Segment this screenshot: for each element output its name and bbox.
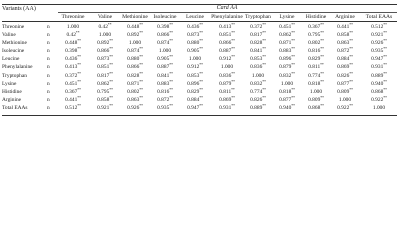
table-cell: 0.413** (65, 63, 81, 71)
table-row (2, 39, 397, 47)
table-cell: 0.436** (65, 55, 81, 63)
row-label: Methionine (2, 40, 27, 47)
table-cell: 0.774** (308, 71, 324, 79)
table-row (2, 47, 397, 55)
table-cell: 0.862** (97, 79, 113, 87)
table-cell: 0.922** (371, 95, 387, 103)
table-cell: 0.935** (371, 47, 387, 55)
table-cell: 0.451** (65, 79, 81, 87)
row-label: Lysine (2, 80, 17, 87)
table-cell: 0.872** (337, 47, 353, 55)
table-cell: 0.841** (250, 47, 266, 55)
table-cell: 0.922** (337, 103, 353, 111)
table-cell: 0.866** (219, 39, 235, 47)
row-label: Phenylalanine (2, 64, 33, 71)
table-row (2, 88, 397, 96)
table-cell: 0.940** (279, 103, 295, 111)
table-row (2, 80, 397, 88)
table-cell: 0.873** (187, 31, 203, 39)
group-title: Card AA (216, 5, 238, 11)
table-cell: 0.866** (127, 63, 143, 71)
table-cell: 0.912** (219, 55, 235, 63)
table-cell: 1.000 (66, 24, 80, 30)
table-cell: 0.896** (187, 79, 203, 87)
table-cell: 0.367** (65, 87, 81, 95)
table-row (2, 72, 397, 80)
table-cell: 1.000 (251, 72, 265, 79)
table-cell: 0.887** (157, 63, 173, 71)
table-cell: 0.905** (187, 47, 203, 55)
group-underline (58, 12, 397, 13)
table-cell: 0.826** (337, 71, 353, 79)
table-cell: 0.884** (187, 95, 203, 103)
column-header: Valine (97, 14, 113, 20)
table-cell: 1.000 (158, 48, 172, 55)
header-rule (2, 21, 397, 22)
table-cell: 0.892** (97, 39, 113, 47)
table-row (2, 63, 397, 71)
table-cell: 0.851** (219, 31, 235, 39)
table-cell: 0.871** (279, 39, 295, 47)
row-n: n (47, 96, 50, 103)
table-cell: 0.802** (127, 87, 143, 95)
table-row (2, 23, 397, 31)
table-cell: 0.869** (337, 63, 353, 71)
table-cell: 0.836** (219, 71, 235, 79)
row-label: Valine (2, 32, 16, 39)
table-cell: 0.940** (371, 79, 387, 87)
table-cell: 0.853** (250, 55, 266, 63)
table-cell: 1.000 (280, 80, 294, 87)
table-cell: 0.451** (279, 23, 295, 30)
table-cell: 0.926** (127, 103, 143, 111)
table-cell: 0.816** (157, 87, 173, 95)
column-header: Threonine (61, 14, 85, 20)
table-cell: 0.866** (97, 47, 113, 55)
table-cell: 0.921** (371, 31, 387, 39)
table-cell: 0.42** (66, 31, 80, 39)
table-cell: 1.000 (220, 64, 234, 71)
table-cell: 0.826** (250, 95, 266, 103)
table-cell: 0.413** (219, 23, 235, 30)
table-cell: 0.874** (157, 39, 173, 47)
row-label: Total EAAs (2, 104, 28, 111)
table-cell: 0.868** (371, 87, 387, 95)
row-n: n (47, 72, 50, 79)
table-cell: 0.866** (157, 31, 173, 39)
table-cell: 0.858** (97, 95, 113, 103)
table-row (2, 31, 397, 39)
table-cell: 0.873** (97, 55, 113, 63)
table-row (2, 55, 397, 63)
table-cell: 0.795** (97, 87, 113, 95)
table-cell: 0.947** (371, 55, 387, 63)
row-label: Arginine (2, 96, 22, 103)
table-row (2, 104, 397, 112)
table-cell: 0.817** (97, 71, 113, 79)
table-cell: 0.871** (127, 79, 143, 87)
table-body (2, 23, 397, 112)
table-cell: 0.883** (279, 47, 295, 55)
table-cell: 0.832** (279, 71, 295, 79)
row-label: Isoleucine (2, 48, 25, 55)
row-label: Leucine (2, 56, 20, 63)
column-header: Histidine (305, 14, 327, 20)
table-cell: 0.926** (371, 39, 387, 47)
table-cell: 0.809** (337, 87, 353, 95)
table-cell: 0.884** (337, 55, 353, 63)
table-cell: 0.877** (337, 79, 353, 87)
table-cell: 1.000 (372, 104, 386, 111)
column-header: Lysine (279, 14, 295, 20)
table-cell: 0.828** (250, 39, 266, 47)
table-cell: 0.879** (219, 79, 235, 87)
table-cell: 0.828** (127, 71, 143, 79)
table-cell: 0.887** (219, 47, 235, 55)
column-header: Methionine (122, 14, 148, 20)
table-cell: 0.436** (187, 23, 203, 30)
table-cell: 1.000 (98, 32, 112, 39)
row-n: n (47, 64, 50, 71)
column-header: Tryptophan (245, 14, 271, 20)
table-cell: 0.863** (127, 95, 143, 103)
table-cell: 0.874** (127, 47, 143, 55)
table-cell: 0.816** (308, 47, 324, 55)
table-cell: 0.880** (127, 55, 143, 63)
table-cell: 0.947** (187, 103, 203, 111)
table-cell: 0.818** (279, 87, 295, 95)
table-cell: 0.858** (337, 31, 353, 39)
table-cell: 0.892** (127, 31, 143, 39)
table-cell: 0.441** (337, 23, 353, 30)
table-cell: 0.832** (250, 79, 266, 87)
row-n: n (47, 40, 50, 47)
table-cell: 0.877** (279, 95, 295, 103)
table-cell: 1.000 (338, 96, 352, 103)
table-cell: 0.931** (219, 103, 235, 111)
table-cell: 0.441** (65, 95, 81, 103)
table-cell: 0.811** (308, 63, 324, 71)
table-cell: 0.811** (219, 87, 235, 95)
table-cell: 0.851** (97, 63, 113, 71)
table-cell: 0.802** (308, 39, 324, 47)
table-cell: 0.868** (308, 103, 324, 111)
row-n: n (47, 32, 50, 39)
table-cell: 0.872** (157, 95, 173, 103)
table-cell: 0.836** (250, 63, 266, 71)
table-cell: 1.000 (128, 40, 142, 47)
row-label: Histidine (2, 88, 22, 95)
row-n: n (47, 88, 50, 95)
row-n: n (47, 80, 50, 87)
table-cell: 0.862** (279, 31, 295, 39)
column-header: Arginine (335, 14, 355, 20)
table-cell: 0.889** (250, 103, 266, 111)
table-cell: 1.000 (309, 88, 323, 95)
table-cell: 0.42** (98, 23, 112, 30)
table-cell: 0.853** (187, 71, 203, 79)
column-header: Total EAAs (365, 14, 393, 20)
table-cell: 0.880** (187, 39, 203, 47)
table-cell: 0.879** (279, 63, 295, 71)
table-cell: 0.817** (250, 31, 266, 39)
table-cell: 0.795** (308, 31, 324, 39)
table-cell: 0.931** (371, 63, 387, 71)
row-n: n (47, 56, 50, 63)
table-cell: 0.398** (157, 23, 173, 30)
table-cell: 0.829** (308, 55, 324, 63)
row-n: n (47, 24, 50, 30)
table-cell: 0.921** (97, 103, 113, 111)
table-cell: 0.841** (157, 71, 173, 79)
table-cell: 0.512** (65, 103, 81, 111)
table-cell: 0.896** (279, 55, 295, 63)
table-cell: 1.000 (188, 56, 202, 63)
column-header: Isoleucine (153, 14, 177, 20)
table-cell: 0.883** (157, 79, 173, 87)
table-cell: 0.869** (219, 95, 235, 103)
row-label: Threonine (2, 24, 25, 30)
table-cell: 0.935** (157, 103, 173, 111)
table-cell: 0.372** (250, 23, 266, 30)
table-cell: 0.398** (65, 47, 81, 55)
table-cell: 0.448** (65, 39, 81, 47)
table-cell: 0.829** (187, 87, 203, 95)
table-cell: 0.818** (308, 79, 324, 87)
column-header: Phenylalanine (211, 14, 243, 20)
table-cell: 0.372** (65, 71, 81, 79)
row-header-label: Variants (AA) (2, 6, 36, 12)
table-row (2, 96, 397, 104)
table-cell: 0.912** (187, 63, 203, 71)
row-n: n (47, 104, 50, 111)
table-cell: 0.448** (127, 23, 143, 30)
row-label: Tryptophan (2, 72, 27, 79)
table-cell: 0.905** (157, 55, 173, 63)
table-cell: 0.809** (308, 95, 324, 103)
row-n: n (47, 48, 50, 55)
table-cell: 0.889** (371, 71, 387, 79)
column-header: Leucine (185, 14, 205, 20)
table-cell: 0.774** (250, 87, 266, 95)
table-cell: 0.863** (337, 39, 353, 47)
table-cell: 0.512** (371, 23, 387, 30)
bottom-rule (2, 115, 397, 116)
table-cell: 0.367** (308, 23, 324, 30)
